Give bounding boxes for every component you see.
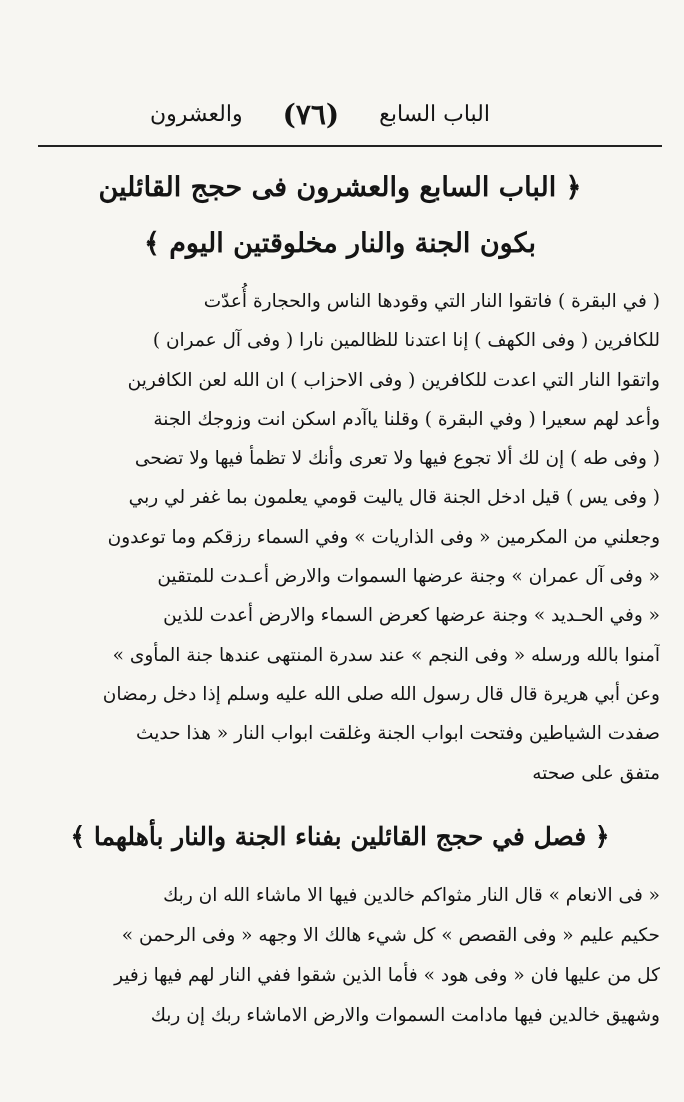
text-line: وشهيق خالدين فيها مادامت السموات والارض الاماشاء ربك إن ربك [150, 1005, 660, 1026]
text-line: واتقوا النار التي اعدت للكافرين ( وفى الاحزاب ) ان الله لعن الكافرين [127, 369, 660, 391]
text-line: « وفي الحـديد » وجنة عرضها كعرض السماء والارض أعدت للذين [163, 605, 660, 627]
section-title: ﴿ فصل في حجج القائلين بفناء الجنة والنار بأهلهما ﴾ [70, 822, 610, 851]
chapter-title [60, 160, 620, 272]
text-line: كل من عليها فان « وفى هود » فأما الذين شقوا ففي النار لهم فيها زفير [114, 965, 660, 986]
header-chapter-label-cont: والعشرون [150, 101, 243, 127]
text-line: وجعلني من المكرمين « وفى الذاريات » وفي السماء رزقكم وما توعدون [107, 526, 660, 548]
text-line: وعن أبي هريرة قال قال رسول الله صلى الله عليه وسلم إذا دخل رمضان [102, 683, 660, 705]
text-line: حكيم عليم « وفى القصص » كل شيء هالك الا وجهه « وفى الرحمن » [121, 925, 660, 946]
text-line: متفق على صحته [532, 762, 660, 784]
text-line: آمنوا بالله ورسله « وفى النجم » عند سدرة المنتهى عندها جنة المأوى » [112, 644, 660, 666]
chapter-title-line: ﴿ الباب السابع والعشرون فى حجج القائلين [98, 172, 582, 203]
text-line: « وفى آل عمران » وجنة عرضها السموات والارض أعـدت للمتقين [157, 566, 660, 588]
text-line: ( وفى يس ) قيل ادخل الجنة قال ياليت قومي يعلمون بما غفر لي ربي [128, 487, 660, 509]
running-header [150, 92, 490, 136]
text-line: وأعد لهم سعيرا ( وفي البقرة ) وقلنا ياآدم اسكن انت وزوجك الجنة [153, 408, 660, 430]
section-paragraph [38, 876, 660, 1036]
text-line: « فى الانعام » قال النار مثواكم خالدين فيها الا ماشاء الله ان ربك [163, 885, 660, 906]
text-line: ( في البقرة ) فاتقوا النار التي وقودها الناس والحجارة أُعدّت [203, 291, 660, 312]
header-chapter-label: الباب السابع [379, 101, 490, 127]
body-paragraph [38, 282, 660, 793]
text-line: للكافرين ( وفى الكهف ) إنا اعتدنا للظالمين نارا ( وفى آل عمران ) [152, 330, 660, 352]
header-rule [38, 145, 662, 147]
page-number: (٧٦) [282, 97, 340, 131]
chapter-title-line: بكون الجنة والنار مخلوقتين اليوم ﴾ [143, 228, 537, 259]
text-line: صفدت الشياطين وفتحت ابواب الجنة وغلقت ابواب النار « هذا حديث [136, 723, 660, 745]
text-line: ( وفى طه ) إن لك ألا تجوع فيها ولا تعرى وأنك لا تظمأ فيها ولا تضحى [134, 448, 660, 470]
